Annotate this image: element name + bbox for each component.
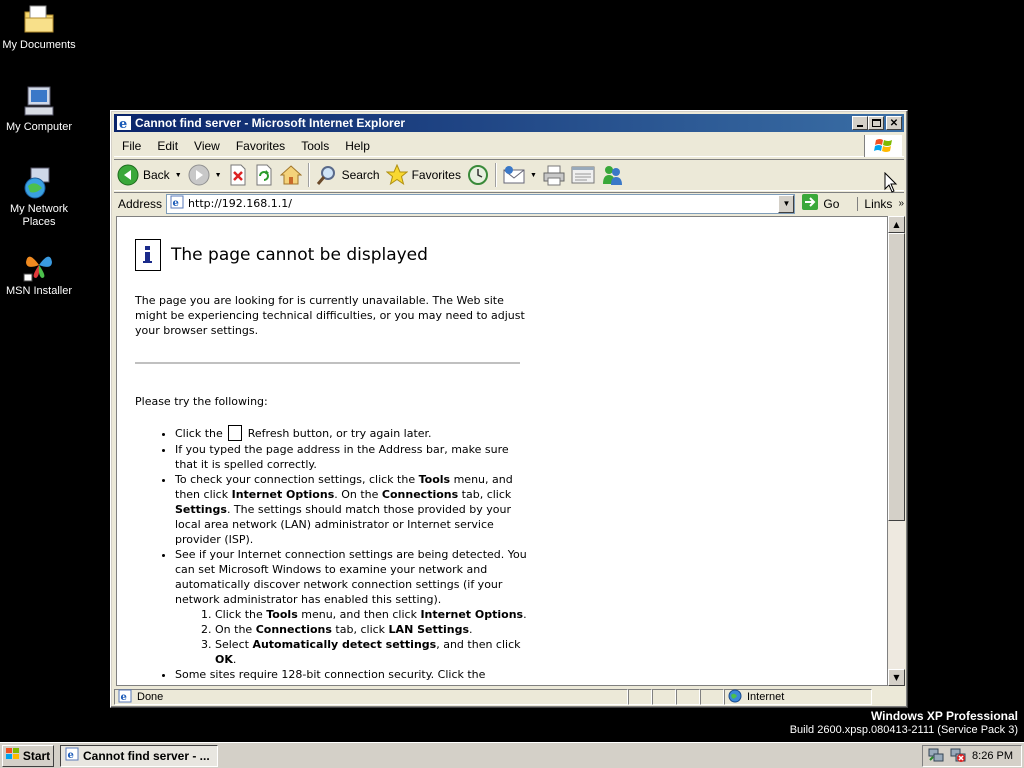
search-magnifier-icon [316, 164, 338, 186]
messenger-people-icon [601, 164, 623, 186]
msn-butterfly-icon [22, 248, 56, 282]
status-text-panel [114, 689, 628, 705]
svg-text:e: e [119, 117, 128, 131]
info-icon [135, 239, 161, 271]
back-dropdown-icon[interactable]: ▼ [174, 171, 182, 179]
svg-text:e: e [67, 750, 74, 761]
menu-help[interactable]: Help [345, 138, 370, 153]
forward-dropdown-icon[interactable]: ▼ [214, 171, 222, 179]
address-input[interactable] [166, 194, 795, 214]
page-icon [170, 195, 184, 212]
address-bar [114, 192, 904, 214]
scroll-down-button[interactable] [888, 669, 905, 686]
error-title: The page cannot be displayed [171, 244, 428, 265]
refresh-button[interactable] [251, 161, 277, 189]
list-item: • See if your Internet connection settings are being detected. You can set Microsoft Windows to examine your network and automatically discover network connection settings (if your network administrator has enabled this setting). 1. Click the Tools menu, and then click Internet Options. 2. On the Connections tab, click LAN Settings. 3. Select Automatically detect settings, and then click OK. [175, 547, 527, 667]
os-watermark-build: Build 2600.xpsp.080413-2111 (Service Pack 3) [789, 724, 1018, 736]
desktop-icon-label: My Documents [2, 39, 76, 51]
minimize-button[interactable] [852, 116, 868, 130]
network-disconnected-tray-icon[interactable] [950, 747, 966, 766]
list-item: • If you typed the page address in the Address bar, make sure that it is spelled correctly. [175, 442, 527, 472]
favorites-star-icon [386, 164, 408, 186]
back-button[interactable] [114, 161, 185, 189]
up-arrow-icon: ▲ [893, 220, 900, 229]
go-arrow-icon [801, 193, 819, 214]
clock[interactable]: 8:26 PM [972, 750, 1013, 762]
status-bar [114, 688, 904, 706]
address-dropdown-button[interactable]: ▼ [778, 195, 794, 213]
start-label: Start [22, 748, 51, 763]
desktop-icon-my-network-places[interactable] [0, 166, 78, 229]
taskbar-item-label: Cannot find server - ... [83, 748, 210, 763]
security-zone-panel[interactable] [724, 689, 872, 705]
menu-tools[interactable]: Tools [301, 138, 330, 153]
menu-view[interactable]: View [194, 138, 220, 153]
desktop-icon-label: My Computer [5, 121, 73, 133]
list-item: • Click the Refresh button, or try again later. [175, 426, 527, 442]
desktop-icon-my-computer[interactable] [0, 84, 78, 134]
windows-flag-icon [6, 748, 20, 763]
error-intro: The page you are looking for is currently unavailable. The Web site might be experiencing technical difficulties, or you may need to adjust your browser settings. [135, 294, 525, 337]
page-icon [118, 689, 132, 706]
os-watermark-title: Windows XP Professional [870, 709, 1018, 723]
status-panel [700, 689, 724, 705]
go-label: Go [823, 196, 840, 211]
network-tray-icon[interactable] [928, 747, 944, 766]
svg-text:e: e [120, 691, 127, 703]
edit-document-icon [571, 164, 595, 186]
status-panel [676, 689, 700, 705]
list-item: • Some sites require 128-bit connection security. Click the [175, 667, 527, 682]
back-arrow-icon [117, 164, 139, 186]
down-arrow-icon: ▼ [893, 673, 900, 682]
divider [135, 362, 520, 364]
list-item: 3. Select Automatically detect settings, and then click OK. [215, 637, 527, 667]
desktop-icon-label: My Network Places [9, 203, 69, 228]
forward-button[interactable] [185, 161, 225, 189]
desktop-icon-label: MSN Installer [5, 285, 73, 297]
mail-envelope-icon [503, 164, 525, 186]
history-button[interactable] [464, 161, 492, 189]
scroll-thumb[interactable] [888, 233, 905, 521]
mail-dropdown-icon[interactable]: ▼ [529, 171, 537, 179]
svg-text:e: e [172, 198, 179, 209]
favorites-label: Favorites [411, 168, 461, 182]
address-label: Address [118, 196, 163, 211]
search-label: Search [341, 168, 380, 182]
print-button[interactable] [540, 161, 568, 189]
toolbar-separator [495, 163, 497, 187]
system-tray [922, 745, 1022, 767]
maximize-icon [872, 119, 881, 127]
window-titlebar[interactable] [114, 114, 904, 132]
internet-globe-icon [728, 689, 742, 706]
standard-toolbar [114, 159, 904, 191]
search-button[interactable] [313, 161, 383, 189]
try-heading: Please try the following: [135, 395, 268, 408]
minimize-icon [857, 125, 863, 127]
suggestion-list [175, 426, 527, 682]
menu-edit[interactable]: Edit [157, 138, 179, 153]
start-button[interactable] [2, 745, 54, 767]
menu-favorites[interactable]: Favorites [235, 138, 286, 153]
computer-icon [22, 84, 56, 118]
steps-list [215, 607, 527, 667]
favorites-button[interactable] [383, 161, 464, 189]
address-url: http://192.168.1.1/ [188, 197, 292, 210]
mouse-cursor-icon [884, 172, 898, 198]
back-label: Back [143, 168, 170, 182]
printer-icon [543, 164, 565, 186]
desktop-icon-msn-installer[interactable] [0, 248, 78, 298]
forward-arrow-icon [188, 164, 210, 186]
edit-button[interactable] [568, 161, 598, 189]
stop-icon [228, 164, 248, 186]
zone-label: Internet [747, 691, 785, 703]
scroll-up-button[interactable] [888, 216, 905, 233]
status-panel [628, 689, 652, 705]
list-item: • To check your connection settings, click the Tools menu, and then click Internet Options. On the Connections tab, click Settings. The settings should match those provided by your local area network (LAN) administrator or Internet service provider (ISP). [175, 472, 527, 547]
folder-icon [22, 2, 56, 36]
go-button[interactable] [801, 193, 839, 214]
list-item: 1. Click the Tools menu, and then click Internet Options. [215, 607, 527, 622]
mail-button[interactable] [500, 161, 540, 189]
status-panel [652, 689, 676, 705]
ie-window [110, 110, 908, 708]
close-icon: ✕ [889, 117, 899, 129]
messenger-button[interactable] [598, 161, 626, 189]
refresh-icon [254, 164, 274, 186]
page-content[interactable] [116, 216, 888, 686]
menu-bar [114, 135, 904, 157]
close-button[interactable] [886, 116, 902, 130]
toolbar-separator [308, 163, 310, 187]
refresh-icon[interactable] [228, 425, 242, 441]
desktop-icon-my-documents[interactable] [0, 2, 78, 52]
home-icon [280, 164, 302, 186]
history-clock-icon [467, 164, 489, 186]
stop-button[interactable] [225, 161, 251, 189]
taskbar [0, 742, 1024, 768]
ie-logo-icon [65, 747, 79, 764]
home-button[interactable] [277, 161, 305, 189]
ie-logo-icon [116, 115, 132, 131]
vertical-scrollbar[interactable] [888, 216, 905, 686]
windows-flag-logo [864, 135, 902, 157]
taskbar-item-ie[interactable] [60, 745, 218, 767]
maximize-button[interactable] [868, 116, 884, 130]
links-button[interactable]: Links [857, 197, 892, 211]
window-title: Cannot find server - Microsoft Internet Explorer [135, 116, 406, 130]
status-text: Done [137, 691, 164, 703]
menu-file[interactable]: File [122, 138, 142, 153]
chevron-right-icon[interactable]: » [898, 198, 904, 209]
network-globe-icon [22, 166, 56, 200]
list-item: 2. On the Connections tab, click LAN Settings. [215, 622, 527, 637]
